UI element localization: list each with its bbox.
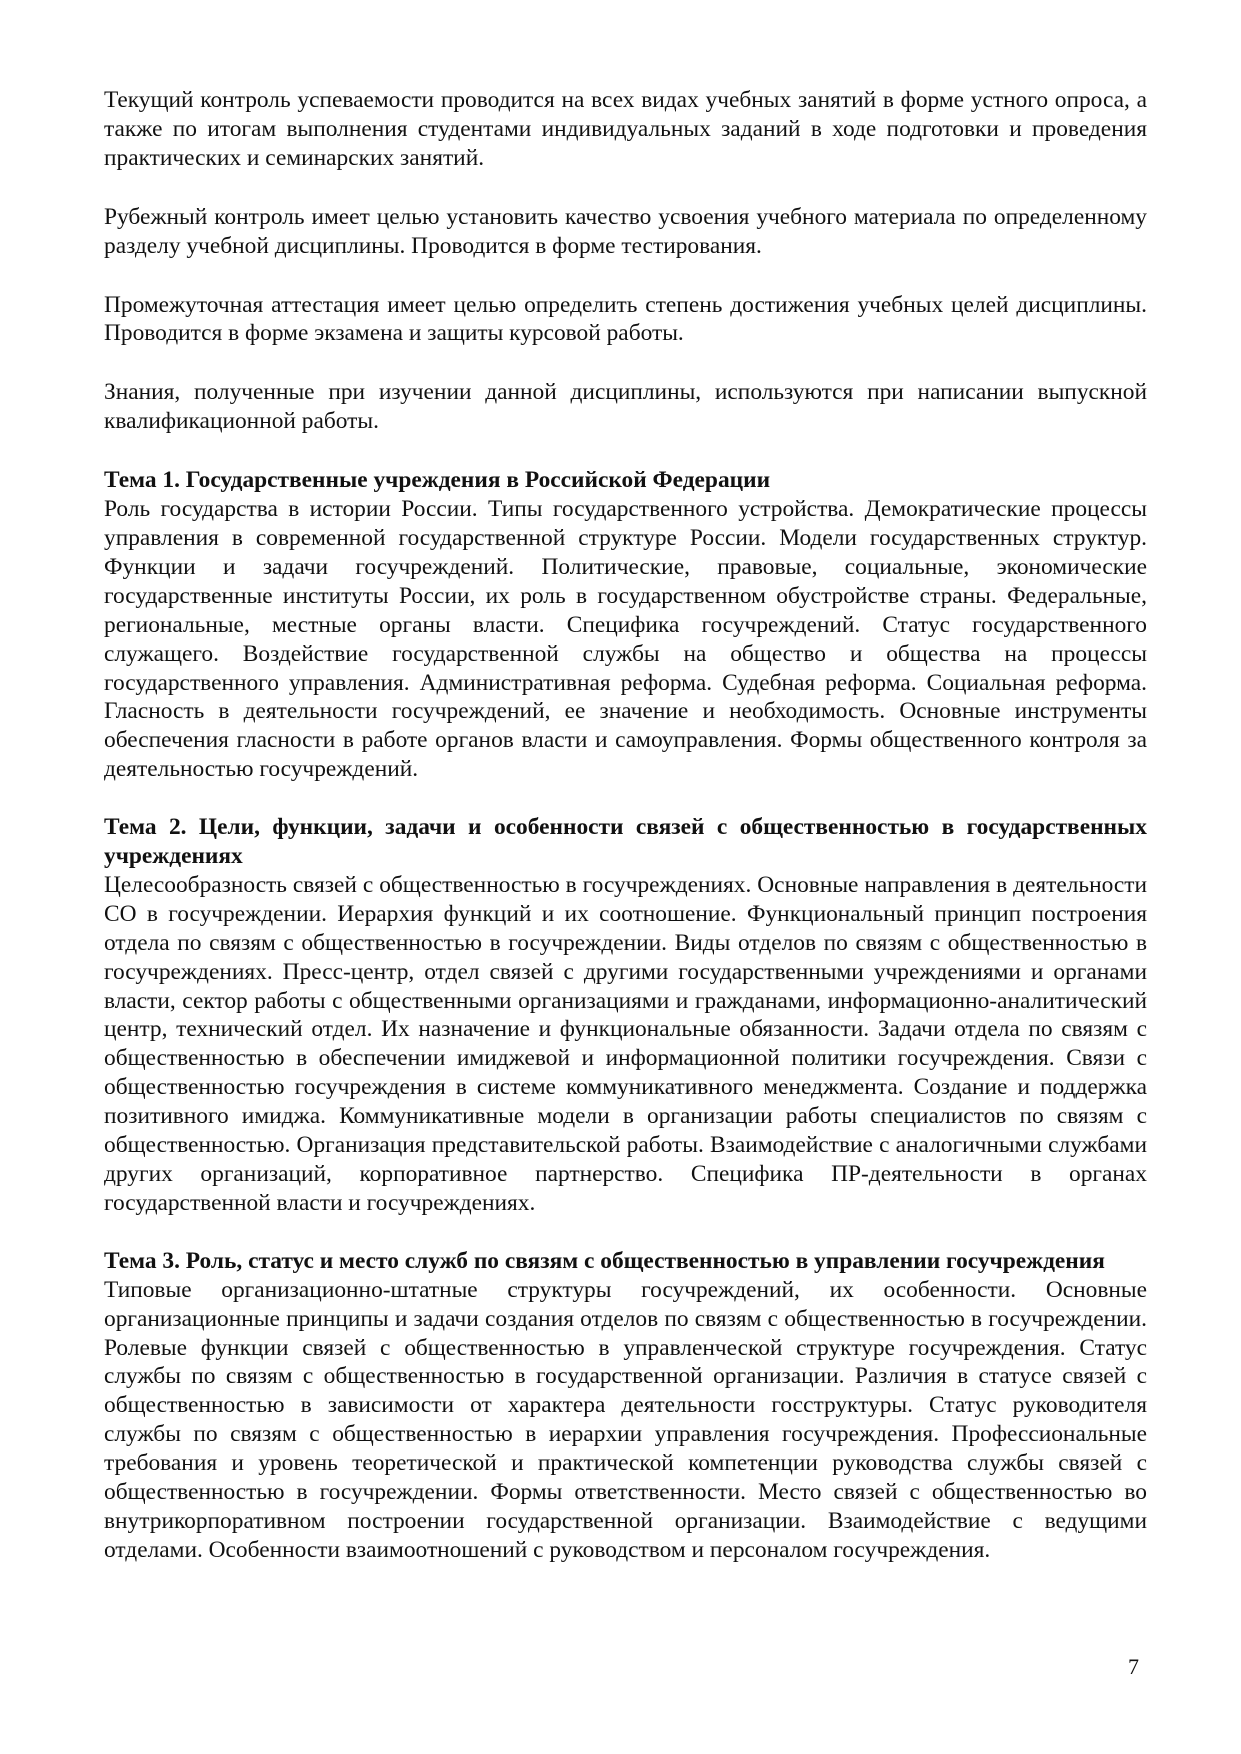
topic-1-body: Роль государства в истории России. Типы государственного устройства. Демократические процессы управления в современной государственной структуре России. Модели государственных структур. Функции и задачи госучреждений. Политические, правовые, социальные, экономические государственные институты России, их роль в государственном обустройстве страны. Федеральные, региональные, местные органы власти. Специфика госучреждений. Статус государственного служащего. Воздействие государственной службы на общество и общества на процессы государственного управления. Административная реформа. Судебная реформа. Социальная реформа. Гласность в деятельности госучреждений, ее значение и необходимость. Основные инструменты обеспечения гласности в работе органов власти и самоуправления. Формы общественного контроля за деятельностью госучреждений. [104,496,1147,783]
topic-3-body: Типовые организационно-штатные структуры госучреждений, их особенности. Основные организационные принципы и задачи создания отделов по связям с общественностью в госучреждении. Ролевые функции связей с общественностью в управленческой структуре госучреждения. Статус службы по связям с общественностью в государственной организации. Различия в статусе связей с общественностью в зависимости от характера деятельности госструктуры. Статус руководителя службы по связям с общественностью в иерархии управления госучреждения. Профессиональные требования и уровень теоретической и практической компетенции руководства службы связей с общественностью в госучреждении. Формы ответственности. Место связей с общественностью во внутрикорпоративном построении государственной организации. Взаимодействие с ведущими отделами. Особенности взаимоотношений с руководством и персоналом госучреждения. [104,1276,1147,1563]
topic-3-title: Тема 3. Роль, статус и место служб по связям с общественностью в управлении госучреждения [104,1247,1105,1274]
topic-1-title: Тема 1. Государственные учреждения в Российской Федерации [104,467,771,494]
paragraph-milestone-control: Рубежный контроль имеет целью установить качество усвоения учебного материала по определенному разделу учебной дисциплины. Проводится в форме тестирования. [104,203,1147,259]
paragraph-knowledge-usage: Знания, полученные при изучении данной дисциплины, используются при написании выпускной квалификационной работы. [104,379,1147,435]
document-page [104,86,1147,1565]
page-number: 7 [1128,1654,1139,1679]
paragraph-interim-attestation: Промежуточная аттестация имеет целью определить степень достижения учебных целей дисциплины. Проводится в форме экзамена и защиты курсовой работы. [104,291,1147,347]
topic-2-body: Целесообразность связей с общественностью в госучреждениях. Основные направления в деятельности СО в госучреждении. Иерархия функций и их соотношение. Функциональный принцип построения отдела по связям с общественностью в госучреждении. Виды отделов по связям с общественностью в госучреждениях. Пресс-центр, отдел связей с другими государственными учреждениями и органами власти, сектор работы с общественными организациями и гражданами, информационно-аналитический центр, технический отдел. Их назначение и функциональные обязанности. Задачи отдела по связям с общественностью в обеспечении имиджевой и информационной политики госучреждения. Связи с общественностью госучреждения в системе коммуникативного менеджмента. Создание и поддержка позитивного имиджа. Коммуникативные модели в организации работы специалистов по связям с общественностью. Организация представительской работы. Взаимодействие с аналогичными службами других организаций, корпоративное партнерство. Специфика ПР-деятельности в органах государственной власти и госучреждениях. [104,871,1147,1216]
topic-2-title: Тема 2. Цели, функции, задачи и особенности связей с общественностью в государственных учреждениях [104,814,1147,870]
paragraph-current-control: Текущий контроль успеваемости проводится на всех видах учебных занятий в форме устного опроса, а также по итогам выполнения студентами индивидуальных заданий в ходе подготовки и проведения практических и семинарских занятий. [104,87,1147,171]
